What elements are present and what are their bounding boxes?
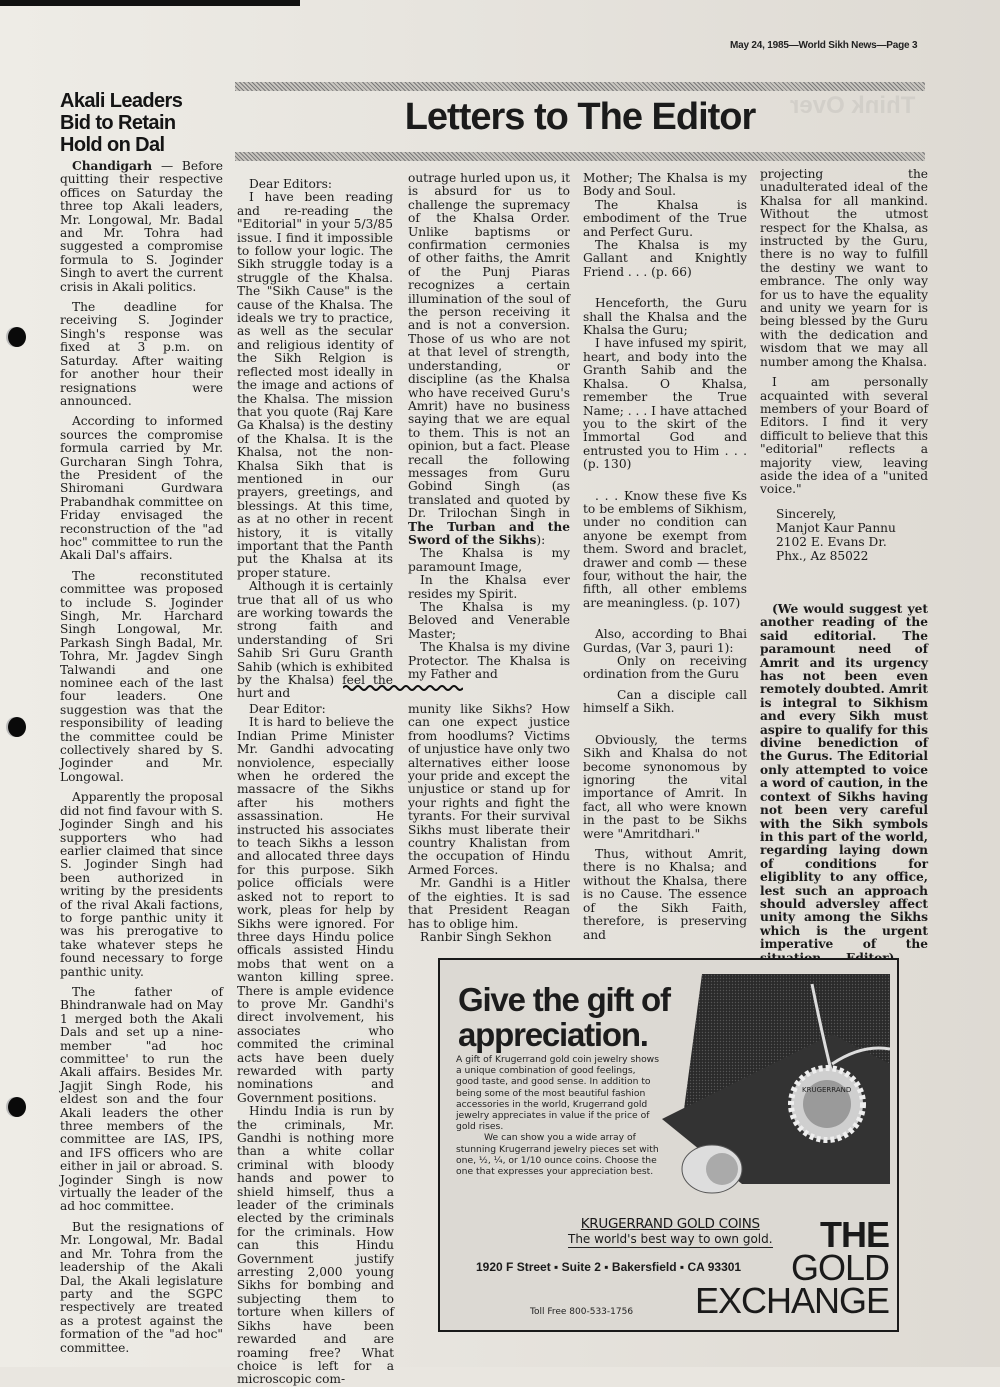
quote-line: The Khalsa is my divine Protector. The Khalsa is my Father and bbox=[408, 640, 570, 682]
letter-signature: Ranbir Singh Sekhon bbox=[420, 929, 552, 944]
quote-line: The Khalsa is my paramount Image, bbox=[408, 546, 570, 574]
article-paragraph: According to informed sources the compromise formula carried by Mr. Gurcharan Singh Tohra, the President of the Shiromani Gurdwara Prabandhak committee on Friday envisaged the reconstruction of the "ad hoc" committee to run the Akali Dal's affairs. bbox=[60, 414, 223, 563]
quote-line: Henceforth, the Guru shall the Khalsa and the Khalsa the Guru; bbox=[583, 296, 747, 338]
letter-paragraph: Also, according to Bhai Gurdas, (Var 3, pauri 1): bbox=[583, 627, 747, 655]
article-paragraph: The reconstituted committee was proposed to include S. Joginder Singh, Mr. Harchard Singh Longowal, Mr. Parkash Singh Badal, Mr. Tohra, Mr. Jagdev Singh Talwandi and one nominee each of the last four leaders. One suggestion was that the responsibility of leading the committee could be collectively shared by S. Joginder and Mr. Longowal. bbox=[60, 568, 223, 784]
akali-article bbox=[60, 90, 223, 1362]
editor-note: (We would suggest yet another reading of the said editorial. The paramount need of Amrit and its urgency has not been even remotely doubted. Amrit is integral to Sikhism and every Sikh must aspire to qualify for this divine benediction of the Gurus. The Editorial only attempted to voice a word of caution, in the context of Sikhs having not been very careful with the Sikh symbols in this part of the world, regarding laying down of conditions for eligiblity to any office, lest such an approach should adversley affect unity among the Sikhs which is the urgent imperative of the bbox=[760, 602, 928, 952]
page-folio: May 24, 1985—World Sikh News—Page 3 bbox=[730, 40, 918, 51]
letter1-column-1 bbox=[237, 178, 393, 701]
article-paragraph: Apparently the proposal did not find favour with S. Joginder Singh and his supporters who had earlier claimed that since S. Joginder Singh had been authorized in writing by the presidents of the rival Akali factions, to forge panthic unity it was his prerogative to take whatever steps he found necessary to forge panthic unity. bbox=[60, 790, 223, 979]
letter-paragraph: I have been reading and re-reading the "Editorial" in your 5/3/85 issue. I find it impossible to follow your logic. The Sikh struggle today is a struggle of the Khalsa. The "Sikh Cause" is the cause of the Khalsa. The ideals we try to practice, as well as the secular and religious identity of the Sikh Relgion is reflected most ideally in the image and actions of the Khalsa. The mission that you quote (Raj Kare Ga Khalsa) is the destiny of the Khalsa. It is the Khalsa, not the non-Khalsa Sikh that is mentioned in our prayers, greetings, and blessings. At this time, as at no other in recent history, it is vitally important that the Panth put the Khalsa at its proper stature. bbox=[237, 190, 393, 580]
jewelry-box-image bbox=[662, 974, 890, 1194]
letter-paragraph: I am personally acquainted with several members of your Board of Editors. I find it very difficult to believe that this "editorial" reflects a majority view, leaving aside the idea of a "united voice." bbox=[760, 375, 928, 497]
article-paragraph: But the resignations of Mr. Longowal, Mr. Badal and Mr. Tohra from the leadership of the Akali Dal, the Akali legislature party and the SGPC respectively are treated as a protest against the formation of the "ad hoc" committee. bbox=[60, 1219, 223, 1355]
article-paragraph: Chandigarh — Before quitting their respective offices on Saturday the three top Akali leaders, Mr. Longowal, Mr. Badal and Mr. Tohra had suggested a compromise formula to S. Joginder Singh to avert the current crisis in Akali politics. bbox=[60, 159, 223, 294]
scan-edge bbox=[0, 0, 300, 6]
hatched-rule-top bbox=[235, 82, 925, 91]
quote-line: The Khalsa is my Gallant and Knightly Friend . . . (p. 66) bbox=[583, 238, 747, 279]
dateline: Chandigarh bbox=[72, 159, 153, 173]
binder-hole bbox=[8, 1097, 26, 1117]
article-paragraph: The deadline for receiving S. Joginder Singh's response was fixed at 3 p.m. on Saturday. After waiting for another hour their resignations were announced. bbox=[60, 300, 223, 408]
hatched-rule-bottom bbox=[235, 152, 925, 161]
letter-paragraph: Obviously, the terms Sikh and Khalsa do not become synonomous by ignoring the vital importance of Amrit. In fact, all who were known in the past to be Sikhs were "Amritdhari." bbox=[583, 732, 747, 841]
quote-line: I have infused my spirit, heart, and body into the Granth Sahib and the Khalsa. O Khalsa, remember the True Name; . . . I have attached you to the skirt of the Immortal God and entrusted you to Him . . . (p. 130) bbox=[583, 336, 747, 472]
letter-paragraph: Although it is certainly true that all of us who are working towards the strong faith and understanding of Sri Sahib Sri Guru Granth Sahib (which is exhibited by the Khalsa) feel the hurt and bbox=[237, 579, 393, 701]
letter1-column-3-continued bbox=[583, 688, 747, 942]
quote-line: Mother; The Khalsa is my Body and Soul. bbox=[583, 171, 747, 199]
letter2-column-1 bbox=[237, 703, 394, 1387]
letter-salutation: Dear Editor: bbox=[249, 702, 326, 716]
letter-paragraph: Hindu India is run by the criminals, Mr. Gandhi is nothing more than a white collar criminal with bloody hands and power to shield himself, thus a leader of the criminals elected by the criminals for the criminals. How can this Hindu Government justify arresting 2,000 young Sikhs for bombing and subjecting them to torture when killers of Sikhs have been rewarded and are roaming free? What choice is left for a microscopic com- bbox=[237, 1104, 394, 1387]
letter2-column-2 bbox=[408, 703, 570, 944]
quote-line: The Khalsa is my Beloved and Venerable Master; bbox=[408, 600, 570, 641]
binder-hole bbox=[8, 717, 26, 737]
letter-paragraph: munity like Sikhs? How can one expect justice from hoodlums? Victims of unjustice have only two alternatives either loose your pride and except the unjustice or stand up for your rights and fight the tyrants. For their survival Sikhs must liberate their country Khalistan from the occupation of Hindu Armed Forces. bbox=[408, 702, 570, 877]
gold-exchange-logo: THE GOLD EXCHANGE bbox=[694, 1214, 889, 1321]
book-title: The Turban and the Sword of the Sikhs bbox=[408, 519, 570, 547]
letter1-column-2 bbox=[408, 172, 570, 681]
ad-address: 1920 F Street ▪ Suite 2 ▪ Bakersfield ▪ CA 93301 bbox=[476, 1260, 742, 1274]
ad-phone: Toll Free 800-533-1756 bbox=[530, 1307, 634, 1317]
quote-line: In the Khalsa ever resides my Spirit. bbox=[408, 573, 570, 601]
ad-copy: A gift of Krugerrand gold coin jewelry shows a unique combination of good feelings, good taste, and good sense. In addition to being some of the most beautiful fashion accessories in the world, Krugerrand gold jewelry appreciates in value if the price of gold rises. We can show you a wide array of stunning Krugerrand jewelry pieces set with one, ½, ¼, or 1/10 ounce coins. Choose the one that expresses your appreciation best. bbox=[456, 1054, 659, 1178]
letter1-column-4 bbox=[760, 168, 928, 563]
wavy-divider bbox=[343, 684, 463, 692]
letter-paragraph: Thus, without Amrit, there is no Khalsa; and without the Khalsa, there is no Cause. The essence of the Sikh Faith, therefore, is preserving and bbox=[583, 847, 747, 942]
coin-label: KRUGERRAND bbox=[802, 1086, 852, 1094]
letter1-column-3 bbox=[583, 172, 747, 682]
article-paragraph: The father of Bhindranwale had on May 1 merged both the Akali Dals and set up a nine-member "ad hoc committee' to run the Akali affairs. Besides Mr. Jagjit Singh Rode, his eldest son and the four Akali leaders the other three members of the committee are IAS, IPS, and IFS officers who are either in jail or abroad. S. Joginder Singh is now virtually the leader of the ad hoc committee. bbox=[60, 984, 223, 1214]
verse-line: Only on receiving ordination from the Guru bbox=[583, 654, 747, 682]
letter-paragraph: outrage hurled upon us, it is absurd for us to challenge the supremacy of the Khalsa Order. Unlike baptisms or confirmation cermonies of other faiths, the Amrit of the Punj Piaras recognizes a certain illumination of the soul of the person receiving it and is not a conversion. Those of us who are not at that level of strength, understanding, or discipline (as the Khalsa who have received Guru's Amrit) have no business saying that we are equal to them. This is not an opinion, but a fact. Please recall the following messages from Guru Gobind Singh (as translated and quoted by Dr. Trilochan Singh in The Turban and the Sword of the Sikhs): bbox=[408, 171, 570, 547]
letter-paragraph: projecting the unadulterated ideal of the Khalsa for all mankind. Without the utmost respect for the Khalsa, as instructed by the Guru, there is no way to fulfill the destiny we want to embrance. The only way for us to have the equality and unity we yearn for is being blessed by the Guru with the dedication and wisdom that we may all number among the Khalsa. bbox=[760, 167, 928, 369]
ad-brand: KRUGERRAND GOLD COINS The world's best way to own gold. bbox=[568, 1216, 773, 1246]
binder-hole bbox=[8, 327, 26, 347]
ad-headline: Give the gift of appreciation. bbox=[458, 981, 670, 1053]
section-title: Letters to The Editor bbox=[404, 96, 756, 138]
letter-paragraph: Mr. Gandhi is a Hitler of the eighties. It is sad that President Reagan has to oblige him. bbox=[408, 876, 570, 931]
letter-signature: Sincerely, Manjot Kaur Pannu 2102 E. Evans Dr. Phx., Az 85022 bbox=[776, 506, 896, 563]
bleed-through-text: Think Over bbox=[790, 92, 916, 119]
article-headline: Akali Leaders Bid to Retain Hold on Dal bbox=[60, 90, 183, 156]
quote-line: The Khalsa is embodiment of the True and Perfect Guru. bbox=[583, 197, 747, 239]
article-body bbox=[60, 160, 223, 1355]
letter-paragraph: It is hard to believe the Indian Prime Minister Mr. Gandhi advocating nonviolence, especially when he ordered the massacre of the Sikhs after his mothers assassination. He instructed his associates to teach Sikhs a lesson and allocated three days for this purpose. Sikh police officials were asked not to report to work, pleas for help by Sikhs were ignored. For three days Hindu police officals assisted Hindu mobs that went on a wanton killing spree. There is ample evidence to prove Mr. Gandhi's direct involvement, his associates who commited the criminal acts have been duely rewarded with party nominations and Government positions. bbox=[237, 715, 394, 1105]
quote-line: . . . Know these five Ks to be emblems of Sikhism, under no condition can anyone be exempt from them. Sword and braclet, drawer and comb — these four, without the hair, the fifth, all other emblems are meaningless. (p. 107) bbox=[583, 488, 747, 610]
letter-salutation: Dear Editors: bbox=[249, 177, 332, 191]
gold-exchange-ad bbox=[438, 958, 899, 1332]
verse-line: Can a disciple call himself a Sikh. bbox=[583, 688, 747, 716]
